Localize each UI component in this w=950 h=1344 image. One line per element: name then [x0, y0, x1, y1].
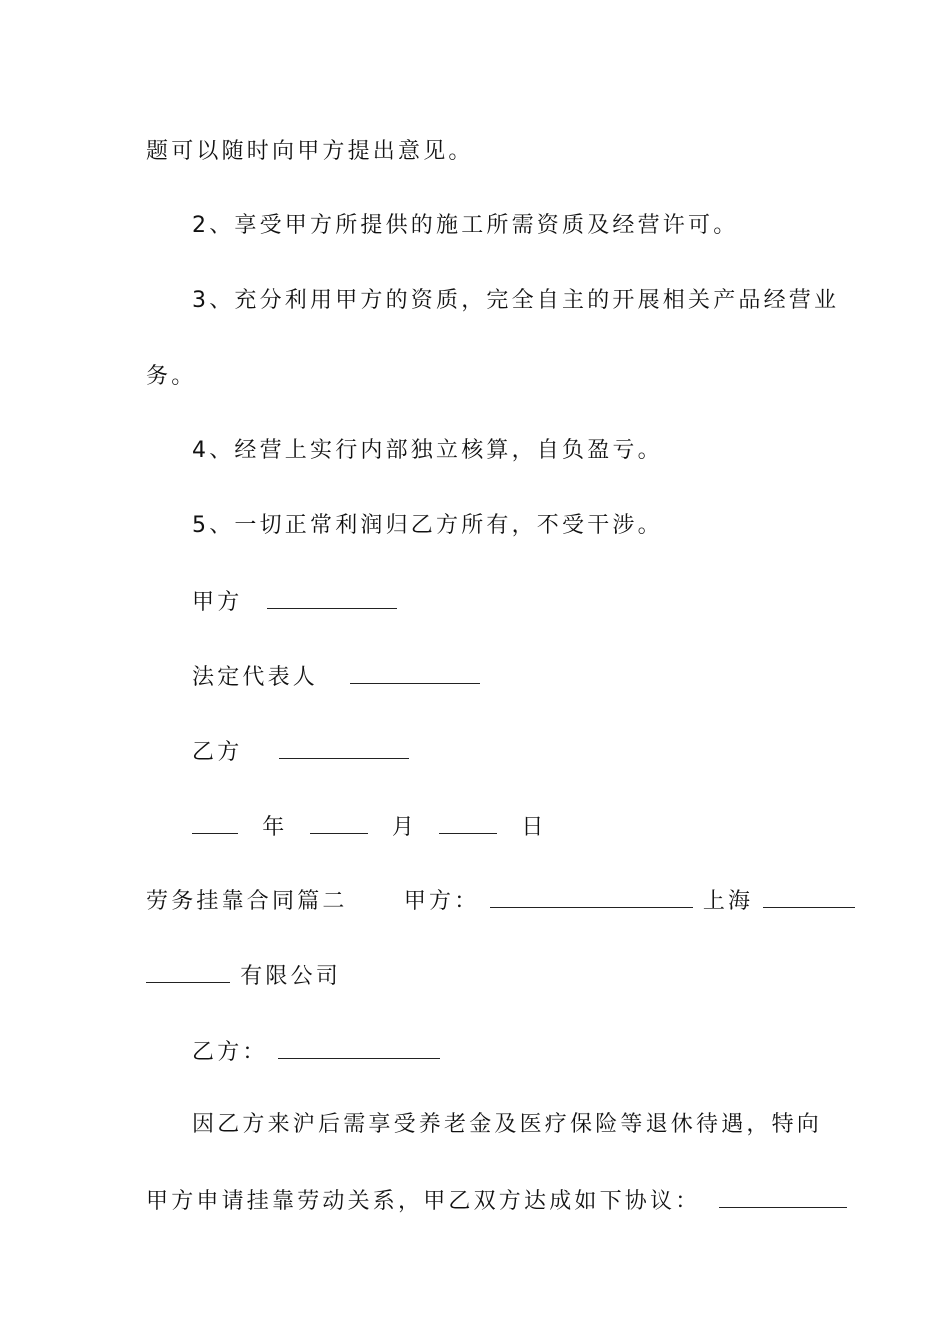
contract2-body-line-1: 因乙方来沪后需享受养老金及医疗保险等退休待遇，特向: [192, 1112, 823, 1137]
paragraph-item-4: 4、经营上实行内部独立核算，自负盈亏。: [192, 438, 663, 463]
paragraph-line-1: 题可以随时向甲方提出意见。: [146, 139, 474, 164]
contract2-city: 上海: [702, 889, 754, 914]
contract2-party-b-blank: [278, 1036, 440, 1059]
paragraph-item-3-continued: 务。: [146, 364, 197, 389]
paragraph-item-3: 3、充分利用甲方的资质，完全自主的开展相关产品经营业: [192, 288, 840, 313]
day-label: 日: [521, 815, 547, 840]
contract2-company-blank-2: [146, 960, 230, 983]
contract2-party-a-label: 甲方：: [403, 889, 480, 914]
signature-party-a: [192, 586, 397, 618]
contract2-party-b-label: 乙方：: [192, 1040, 268, 1065]
contract2-body-text-2: 甲方申请挂靠劳动关系，甲乙双方达成如下协议：: [146, 1189, 701, 1214]
paragraph-item-2: 2、享受甲方所提供的施工所需资质及经营许可。: [192, 213, 739, 238]
contract2-company-line: [146, 960, 341, 992]
legal-rep-blank: [350, 661, 480, 684]
legal-rep-label: 法定代表人: [192, 665, 319, 690]
contract2-company-blank-1: [763, 885, 855, 908]
contract2-company-suffix: 有限公司: [240, 964, 342, 989]
contract2-body-line-2: [146, 1185, 847, 1217]
contract2-heading: 劳务挂靠合同篇二: [146, 889, 348, 914]
contract2-party-a-blank: [490, 885, 693, 908]
signature-legal-rep: [192, 661, 480, 693]
contract2-header-line: [146, 885, 855, 917]
party-a-blank: [267, 586, 397, 609]
signature-date: [192, 811, 547, 843]
party-b-label: 乙方: [192, 740, 243, 765]
month-label: 月: [391, 815, 418, 840]
year-label: 年: [262, 815, 288, 840]
party-b-blank: [279, 736, 409, 759]
month-blank: [310, 811, 368, 834]
party-a-label: 甲方: [192, 590, 243, 615]
contract2-agreement-blank: [719, 1185, 847, 1208]
year-blank: [192, 811, 238, 834]
day-blank: [439, 811, 497, 834]
signature-party-b: [192, 736, 409, 768]
contract2-party-b-line: [192, 1036, 440, 1068]
paragraph-item-5: 5、一切正常利润归乙方所有，不受干涉。: [192, 513, 663, 538]
